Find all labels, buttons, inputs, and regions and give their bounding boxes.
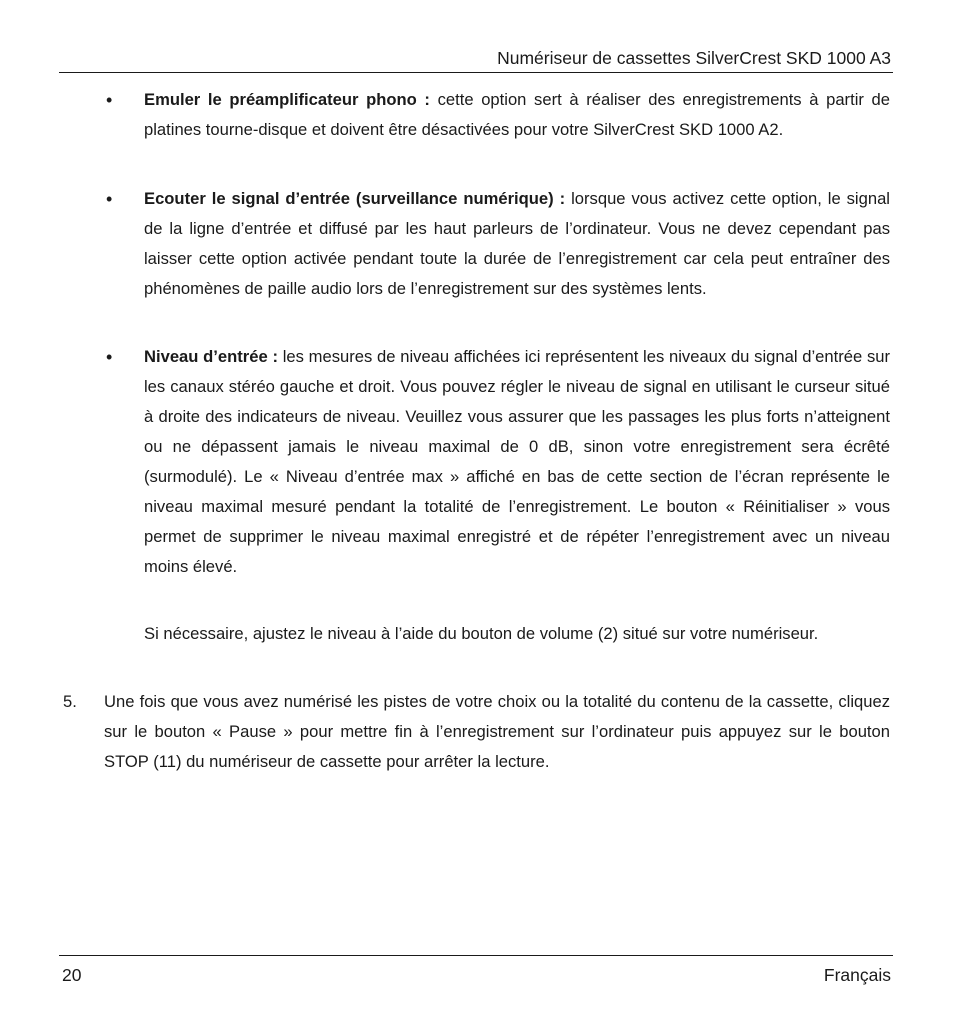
bullet-note: Si nécessaire, ajustez le niveau à l’aide du bouton de volume (2) situé sur votre numériseur. <box>144 624 819 643</box>
bullet-term: Emuler le préamplificateur phono : <box>144 90 430 109</box>
footer-language: Français <box>823 965 891 985</box>
bullet-term: Niveau d’entrée : <box>144 347 278 366</box>
bullet-text: cette option sert à réaliser des enregistrements à partir de platines tourne-disque et doivent être désactivées pour votre SilverCrest SKD 1000 A2. <box>144 90 890 139</box>
step-text: Une fois que vous avez numérisé les pistes de votre choix ou la totalité du contenu de la cassette, cliquez sur le bouton « Pause » pour mettre fin à l’enregistrement sur l’ordinateur puis appuyez sur le bouton STOP (11) du numériseur de cassette pour arrêter la lecture. <box>104 692 890 771</box>
step-number: 5. <box>63 692 77 711</box>
bullet-marker: • <box>106 90 113 110</box>
bullet-term: Ecouter le signal d’entrée (surveillance numérique) : <box>144 189 566 208</box>
footer-divider <box>59 955 893 956</box>
bullet-item-phono-preamp <box>106 85 890 145</box>
page-number: 20 <box>62 965 82 985</box>
bullet-text: lorsque vous activez cette option, le signal de la ligne d’entrée et diffusé par les haut parleurs de l’ordinateur. Vous ne devez cependant pas laisser cette option activée pendant toute la durée de l’enregistrement car cela peut entraîner des phénomènes de paille audio lors de l’enregistrement sur des systèmes lents. <box>144 189 890 298</box>
step-item-5 <box>63 687 890 777</box>
bullet-marker: • <box>106 347 113 367</box>
bullet-marker: • <box>106 189 113 209</box>
bullet-item-input-level <box>106 342 890 582</box>
bullet-text: les mesures de niveau affichées ici représentent les niveaux du signal d’entrée sur les canaux stéréo gauche et droit. Vous pouvez régler le niveau de signal en utilisant le curseur situé à droite des indicateurs de niveau. Veuillez vous assurer que les passages les plus forts n’atteignent ou ne dépassent jamais le niveau maximal de 0 dB, sinon votre enregistrement sera écrêté (surmodulé). Le « Niveau d’entrée max » affiché en bas de cette section de l’écran représente le niveau maximal mesuré pendant la totalité de l’enregistrement. Le bouton « Réinitialiser » vous permet de supprimer le niveau maximal enregistré et de répéter l’enregistrement avec un niveau moins élevé. <box>144 347 890 576</box>
bullet-item-monitoring <box>106 184 890 304</box>
document-title: Numériseur de cassettes SilverCrest SKD 1000 A3 <box>497 48 891 68</box>
header-divider <box>59 72 893 73</box>
